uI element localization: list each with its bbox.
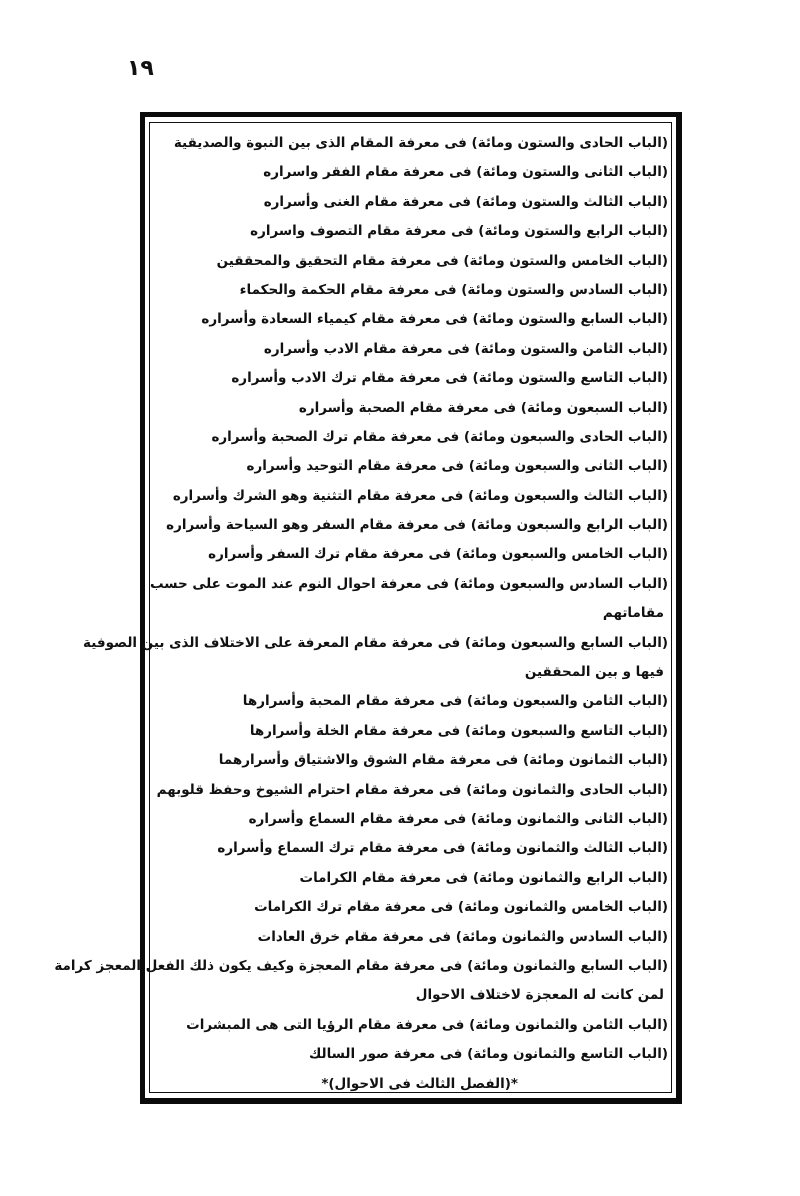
toc-entry-183: (الباب الثالث والثمانون ومائة) فى معرفة مقام ترك السماع وأسراره: [217, 840, 668, 857]
toc-entry-168: (الباب الثامن والستون ومائة) فى معرفة مقام الادب وأسراره: [263, 340, 668, 357]
toc-entry-185: (الباب الخامس والثمانون ومائة) فى معرفة مقام ترك الكرامات: [254, 899, 668, 916]
section-heading-third-chapter: *(الفصل الثالث فى الاحوال)*: [321, 1075, 518, 1092]
toc-entry-167: (الباب السابع والستون ومائة) فى معرفة مقام كيمياء السعادة وأسراره: [201, 311, 668, 328]
toc-entry-187-continued: لمن كانت له المعجزة لاختلاف الاحوال: [415, 987, 664, 1004]
toc-entry-182: (الباب الثانى والثمانون ومائة) فى معرفة مقام السماع وأسراره: [248, 810, 668, 827]
page-frame-inner: [54, 122, 672, 1093]
toc-entry-186: (الباب السادس والثمانون ومائة) فى معرفة مقام خرق العادات: [257, 928, 668, 945]
toc-entry-170: (الباب السبعون ومائة) فى معرفة مقام الصحبة وأسراره: [298, 399, 668, 416]
toc-entry-172: (الباب الثانى والسبعون ومائة) فى معرفة مقام التوحيد وأسراره: [246, 458, 668, 475]
toc-entry-178: (الباب الثامن والسبعون ومائة) فى معرفة مقام المحبة وأسرارها: [242, 693, 668, 710]
toc-entry-162: (الباب الثانى والستون ومائة) فى معرفة مقام الفقر واسراره: [263, 164, 668, 181]
toc-entry-163: (الباب الثالث والستون ومائة) فى معرفة مقام الغنى وأسراره: [263, 193, 668, 210]
toc-entry-171: (الباب الحادى والسبعون ومائة) فى معرفة مقام ترك الصحبة وأسراره: [211, 428, 668, 445]
toc-entry-180: (الباب الثمانون ومائة) فى معرفة مقام الشوق والاشتياق وأسرارهما: [218, 752, 668, 769]
toc-entry-174: (الباب الرابع والسبعون ومائة) فى معرفة مقام السفر وهو السياحة وأسراره: [166, 517, 668, 534]
toc-entry-161: (الباب الحادى والستون ومائة) فى معرفة المقام الذى بين النبوة والصديقية: [173, 135, 668, 151]
toc-entry-177-continued: فيها و بين المحققين: [524, 664, 664, 681]
toc-entry-176: (الباب السادس والسبعون ومائة) فى معرفة احوال النوم عند الموت على حسب: [149, 575, 668, 592]
toc-entry-169: (الباب التاسع والستون ومائة) فى معرفة مقام ترك الادب وأسراره: [231, 370, 668, 387]
toc-entry-188: (الباب الثامن والثمانون ومائة) فى معرفة مقام الرؤيا التى هى المبشرات: [186, 1016, 668, 1033]
toc-entry-179: (الباب التاسع والسبعون ومائة) فى معرفة مقام الخلة وأسرارها: [249, 722, 668, 739]
page-frame: [54, 112, 682, 1104]
toc-entry-189: (الباب التاسع والثمانون ومائة) فى معرفة صور السالك: [308, 1046, 668, 1063]
page-number: ١٩: [127, 56, 154, 81]
toc-entry-164: (الباب الرابع والستون ومائة) فى معرفة مقام التصوف واسراره: [250, 223, 668, 240]
toc-entry-165: (الباب الخامس والستون ومائة) فى معرفة مقام التحقيق والمحققين: [216, 252, 668, 269]
toc-entry-187: (الباب السابع والثمانون ومائة) فى معرفة مقام المعجزة وكيف يكون ذلك الفعل المعجز كرامة: [54, 957, 668, 974]
toc-entry-173: (الباب الثالث والسبعون ومائة) فى معرفة مقام التثنية وهو الشرك وأسراره: [172, 487, 668, 504]
table-of-contents: [54, 129, 671, 1099]
toc-entry-181: (الباب الحادى والثمانون ومائة) فى معرفة مقام احترام الشيوخ وحفظ قلوبهم: [156, 781, 668, 798]
toc-entry-166: (الباب السادس والستون ومائة) فى معرفة مقام الحكمة والحكماء: [239, 281, 668, 298]
toc-entry-184: (الباب الرابع والثمانون ومائة) فى معرفة مقام الكرامات: [299, 869, 668, 886]
toc-entry-175: (الباب الخامس والسبعون ومائة) فى معرفة مقام ترك السفر وأسراره: [208, 546, 668, 563]
toc-entry-177: (الباب السابع والسبعون ومائة) فى معرفة مقام المعرفة على الاختلاف الذى بين الصوفية: [83, 634, 668, 651]
toc-entry-176-continued: مقاماتهم: [602, 605, 664, 622]
